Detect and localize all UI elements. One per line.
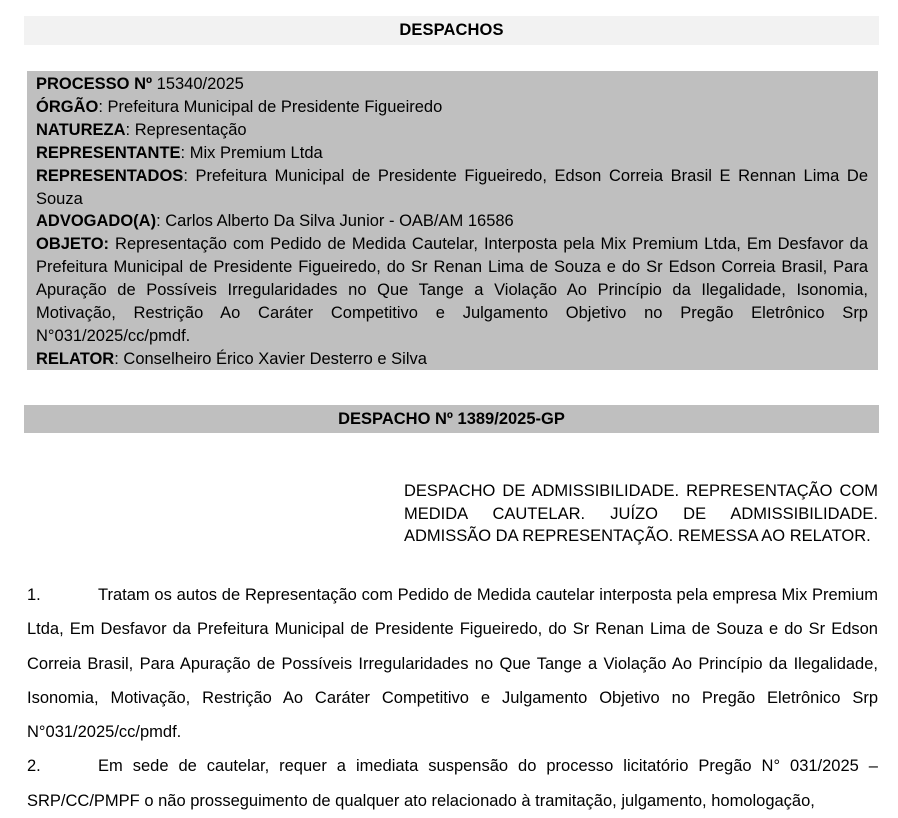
ementa-text: DESPACHO DE ADMISSIBILIDADE. REPRESENTAÇÃO COM MEDIDA CAUTELAR. JUÍZO DE ADMISSIBILIDADE. ADMISSÃO DA REPRESENTAÇÃO. REMESSA AO RELATOR.	[404, 482, 878, 546]
relator-value: : Conselheiro Érico Xavier Desterro e Silva	[114, 349, 427, 368]
paragraph-number: 1.	[27, 586, 41, 604]
objeto-value: Representação com Pedido de Medida Cautelar, Interposta pela Mix Premium Ltda, Em Desfavor da Prefeitura Municipal de Presidente Figueiredo, do Sr Renan Lima de Souza e do Sr Edson Correia Brasil, Para Apuração de Possíveis Irregularidades no Que Tange a Violação Ao Princípio da Ilegalidade, Isonomia, Motivação, Restrição Ao Caráter Competitivo e Julgamento Objetivo no Pregão Eletrônico Srp N°031/2025/cc/pmdf.	[36, 235, 868, 345]
representante-value: : Mix Premium Ltda	[180, 143, 323, 162]
process-info-box	[27, 71, 878, 370]
paragraph-number: 2.	[27, 757, 41, 776]
orgao-row	[36, 96, 868, 119]
paragraph	[27, 578, 878, 749]
advogado-value: : Carlos Alberto Da Silva Junior - OAB/AM 16586	[156, 212, 514, 231]
natureza-row	[36, 119, 868, 142]
despacho-title: DESPACHO Nº 1389/2025-GP	[24, 405, 879, 433]
objeto-label: OBJETO:	[36, 235, 110, 254]
advogado-row	[36, 210, 868, 233]
paragraph	[27, 749, 878, 818]
advogado-label: ADVOGADO(A)	[36, 212, 157, 231]
natureza-value: : Representação	[125, 120, 247, 139]
representados-row	[36, 165, 868, 211]
processo-label: PROCESSO Nº	[36, 75, 153, 93]
relator-label: RELATOR	[36, 349, 115, 368]
processo-value: 15340/2025	[152, 75, 244, 93]
relator-row	[36, 348, 868, 371]
representados-value: : Prefeitura Municipal de Presidente Figueiredo, Edson Correia Brasil E Rennan Lima De Souza	[36, 166, 868, 208]
processo-row	[36, 73, 868, 96]
representados-label: REPRESENTADOS	[36, 166, 184, 185]
section-title: DESPACHOS	[24, 16, 879, 45]
representante-row	[36, 142, 868, 165]
objeto-row	[36, 233, 868, 348]
paragraph-text: Tratam os autos de Representação com Pedido de Medida cautelar interposta pela empresa Mix Premium Ltda, Em Desfavor da Prefeitura Municipal de Presidente Figueiredo, do Sr Renan Lima de Souza e do Sr Edson Correia Brasil, Para Apuração de Possíveis Irregularidades no Que Tange a Violação Ao Princípio da Ilegalidade, Isonomia, Motivação, Restrição Ao Caráter Competitivo e Julgamento Objetivo no Pregão Eletrônico Srp N°031/2025/cc/pmdf.	[27, 586, 878, 742]
representante-label: REPRESENTANTE	[36, 143, 181, 162]
orgao-value: : Prefeitura Municipal de Presidente Figueiredo	[98, 97, 443, 116]
despacho-body	[27, 578, 878, 818]
natureza-label: NATUREZA	[36, 120, 126, 139]
paragraph-text: Em sede de cautelar, requer a imediata suspensão do processo licitatório Pregão N° 031/2025 – SRP/CC/PMPF o não prosseguimento de qualquer ato relacionado à tramitação, julgamento, homologação,	[27, 757, 878, 810]
orgao-label: ÓRGÃO	[36, 97, 99, 116]
